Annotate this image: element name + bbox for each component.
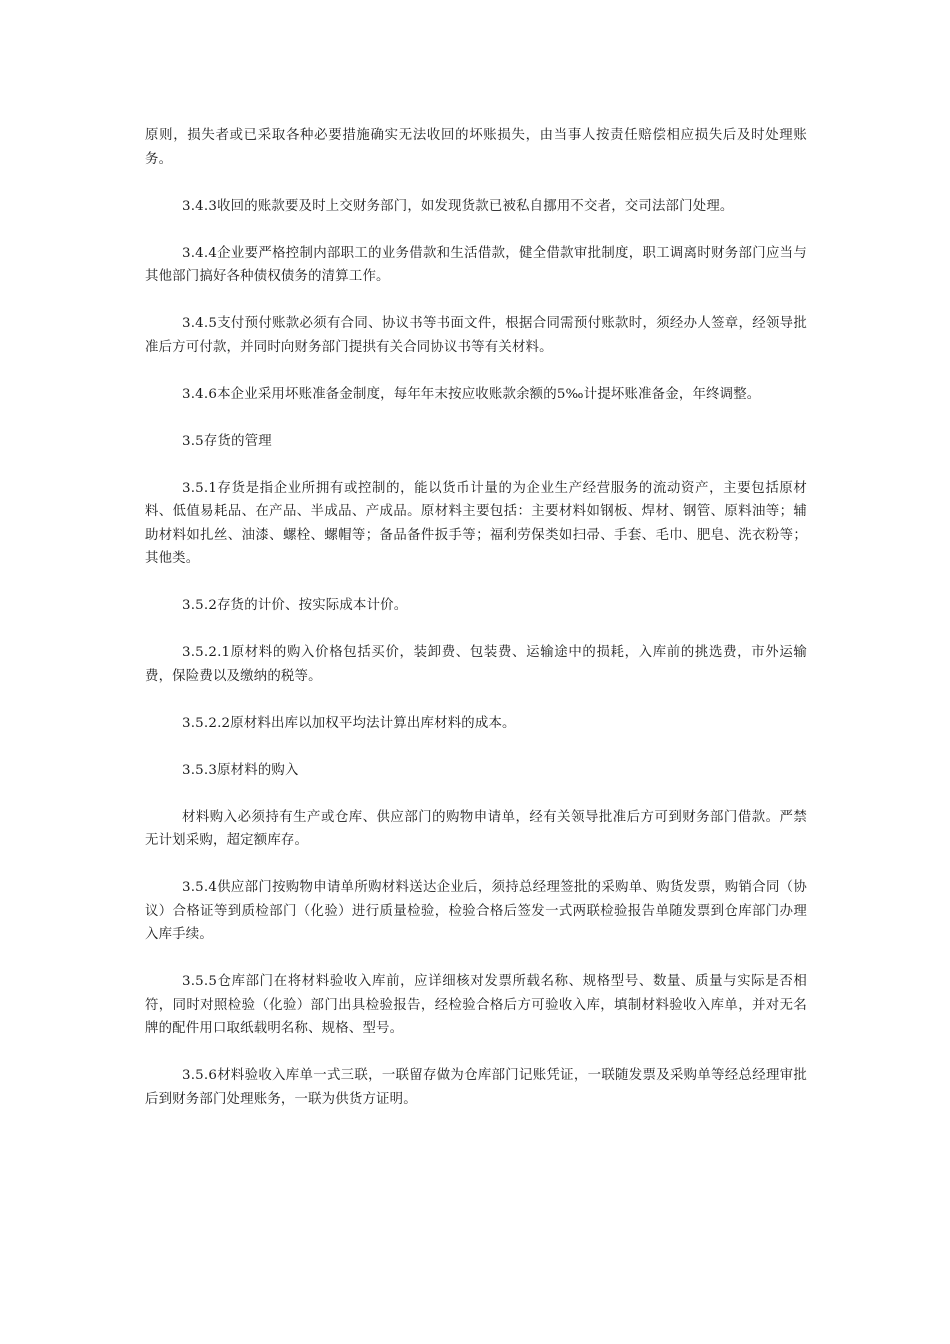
paragraph-3-4-5: 3.4.5支付预付账款必须有合同、协议书等书面文件，根据合同需预付账款时，须经办人签章，经领导批准后方可付款，并同时向财务部门提拱有关合同协议书等有关材料。	[145, 316, 807, 355]
paragraph-3-5-5: 3.5.5仓库部门在将材料验收入库前，应详细核对发票所载名称、规格型号、数量、质量与实际是否相符，同时对照检验（化验）部门出具检验报告，经检验合格后方可验收入库，填制材料验收入库单，并对无名牌的配件用口取纸载明名称、规格、型号。	[145, 974, 807, 1036]
paragraph-3-5-2-2: 3.5.2.2原材料出库以加权平均法计算出库材料的成本。	[182, 715, 516, 731]
paragraph-3-5-2-1: 3.5.2.1原材料的购入价格包括买价，装卸费、包装费、运输途中的损耗，入库前的挑选费，市外运输费，保险费以及缴纳的税等。	[145, 645, 807, 684]
paragraph-3-5-1: 3.5.1存货是指企业所拥有或控制的，能以货币计量的为企业生产经营服务的流动资产，主要包括原材料、低值易耗品、在产品、半成品、产成品。原材料主要包括：主要材料如钢板、焊材、钢管、原料油等；辅助材料如扎丝、油漆、螺栓、螺帽等；备品备件扳手等；福利劳保类如扫帚、手套、毛巾、肥皂、洗衣粉等；其他类。	[145, 480, 807, 566]
paragraph-3-4-4: 3.4.4企业要严格控制内部职工的业务借款和生活借款，健全借款审批制度，职工调离时财务部门应当与其他部门搞好各种债权债务的清算工作。	[145, 245, 807, 284]
paragraph-3-5-4: 3.5.4供应部门按购物申请单所购材料送达企业后，须持总经理签批的采购单、购货发票，购销合同（协议）合格证等到质检部门（化验）进行质量检验，检验合格后签发一式两联检验报告单随发票到仓库部门办理入库手续。	[145, 880, 807, 942]
paragraph-bad-debt-principle: 原则，损失者或已采取各种必要措施确实无法收回的坏账损失，由当事人按责任赔偿相应损失后及时处理账务。	[145, 128, 807, 167]
paragraph-material-purchase: 材料购入必须持有生产或仓库、供应部门的购物申请单，经有关领导批准后方可到财务部门借款。严禁无计划采购，超定额库存。	[145, 809, 807, 848]
paragraph-3-5-2: 3.5.2存货的计价、按实际成本计价。	[182, 598, 408, 613]
paragraph-3-4-6: 3.4.6本企业采用坏账准备金制度，每年年末按应收账款余额的5‰计提坏账准备金，年终调整。	[182, 386, 761, 402]
document-body	[145, 124, 807, 1135]
section-heading-3-5: 3.5存货的管理	[182, 433, 272, 449]
paragraph-3-5-6: 3.5.6材料验收入库单一式三联，一联留存做为仓库部门记账凭证，一联随发票及采购单等经总经理审批后到财务部门处理账务，一联为供货方证明。	[145, 1068, 807, 1107]
section-heading-3-5-3: 3.5.3原材料的购入	[182, 762, 299, 778]
paragraph-3-4-3: 3.4.3收回的账款要及时上交财务部门，如发现货款已被私自挪用不交者，交司法部门处理。	[182, 198, 734, 214]
